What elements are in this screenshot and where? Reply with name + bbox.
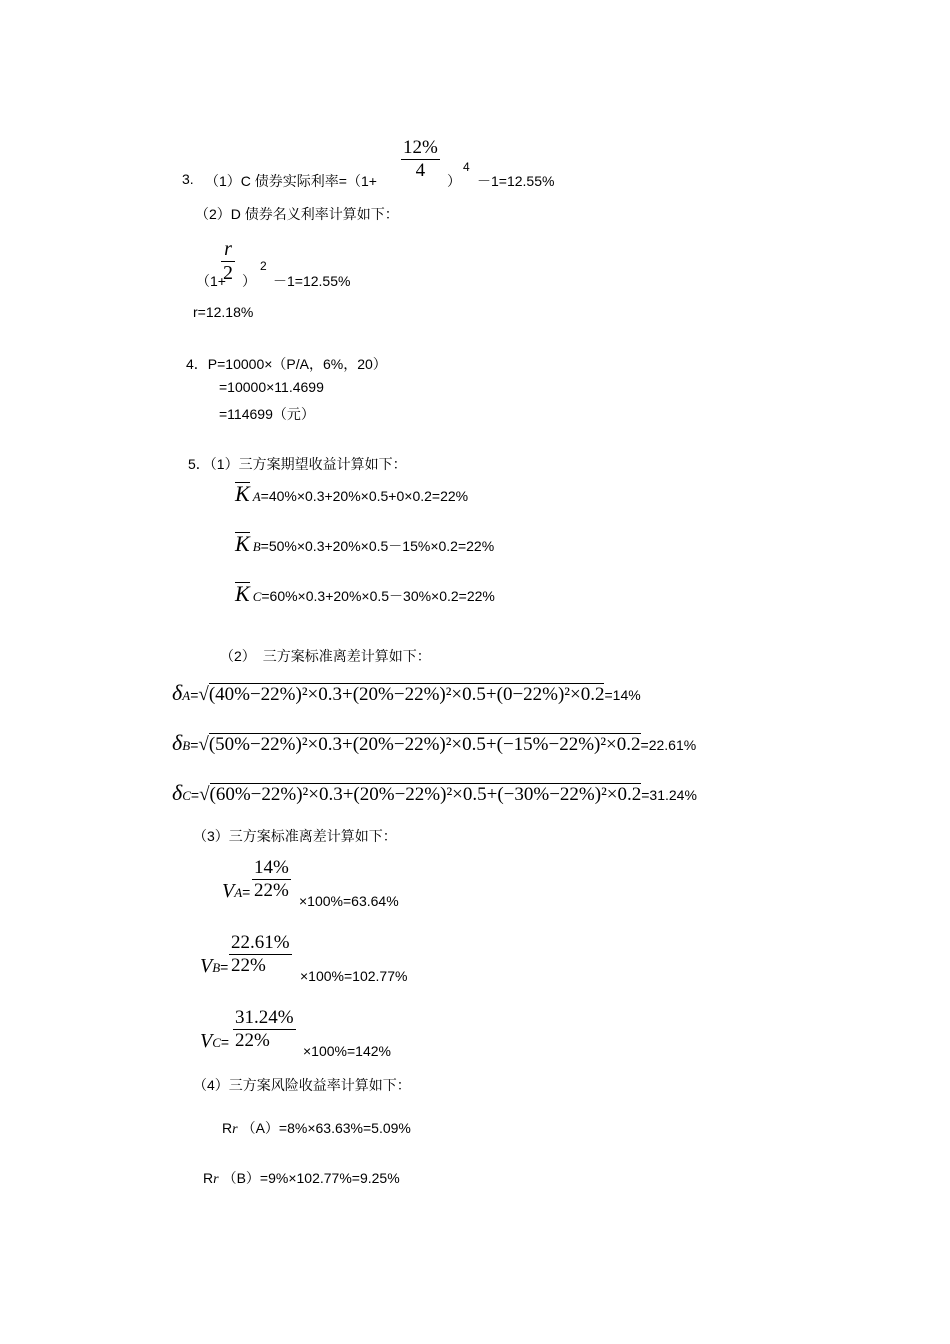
vb-fraction bbox=[229, 932, 292, 977]
vb-symbol-row: VB= bbox=[200, 955, 229, 977]
q3-part1-prefix: （1）C 债券实际利率=（1+ bbox=[205, 173, 377, 189]
q3-eq-exp: 2 bbox=[260, 259, 267, 273]
q3-frac-num: 12% bbox=[403, 137, 438, 158]
dc-result: =31.24% bbox=[641, 787, 697, 803]
q4-line3: =114699（元） bbox=[219, 406, 315, 422]
sqrt-sign: √ bbox=[198, 734, 209, 755]
db-radicand: (50%−22%)²×0.3+(20%−22%)²×0.5+(−15%−22%)²×0.2 bbox=[208, 734, 641, 755]
kc-sub: C bbox=[252, 589, 262, 604]
db-sub: B bbox=[182, 738, 191, 753]
rrb-text: （B）=9%×102.77%=9.25% bbox=[222, 1170, 400, 1186]
q3-close-paren: ） bbox=[447, 173, 461, 189]
kb-expr: =50%×0.3+20%×0.5－15%×0.2=22% bbox=[260, 538, 495, 554]
q3-eq-frac-num: r bbox=[221, 238, 235, 262]
dc-radicand: (60%−22%)²×0.3+(20%−22%)²×0.5+(−30%−22%)²×0.2 bbox=[209, 784, 642, 805]
va-symbol-row: VA= bbox=[222, 880, 251, 902]
rr-a-row bbox=[222, 1118, 411, 1138]
q3-result: r=12.18% bbox=[193, 304, 254, 320]
v-symbol: V bbox=[200, 1030, 213, 1052]
ka-row bbox=[235, 482, 468, 506]
delta-a-row bbox=[172, 680, 641, 706]
q5-title: 5．（1）三方案期望收益计算如下： bbox=[188, 456, 407, 472]
va-sub: A bbox=[234, 885, 243, 900]
vb-sub: B bbox=[212, 960, 221, 975]
vc-sub: C bbox=[212, 1035, 221, 1050]
va-den: 22% bbox=[254, 880, 289, 901]
kb-row bbox=[235, 532, 494, 556]
vc-symbol-row: VC= bbox=[200, 1030, 230, 1052]
k-bar-symbol: K bbox=[235, 581, 250, 606]
q3-fraction bbox=[401, 137, 440, 182]
kb-sub: B bbox=[252, 539, 261, 554]
kc-row bbox=[235, 582, 495, 606]
vc-suffix: ×100%=142% bbox=[303, 1043, 391, 1059]
v-symbol: V bbox=[222, 880, 235, 902]
q3-frac-den: 4 bbox=[415, 160, 426, 181]
vb-suffix: ×100%=102.77% bbox=[300, 968, 408, 984]
delta-symbol: δ bbox=[172, 780, 183, 805]
q3-part2-title: （2）D 债券名义利率计算如下： bbox=[195, 206, 399, 222]
da-radicand: (40%−22%)²×0.3+(20%−22%)²×0.5+(0−22%)²×0.2 bbox=[208, 684, 605, 705]
da-eq: = bbox=[190, 687, 199, 703]
delta-b-row bbox=[172, 730, 696, 756]
q5-part2-title: （2） 三方案标准离差计算如下： bbox=[220, 648, 431, 664]
q3-eq-frac-den: 2 bbox=[223, 262, 233, 284]
rra-text: （A）=8%×63.63%=5.09% bbox=[241, 1120, 411, 1136]
v-symbol: V bbox=[200, 955, 213, 977]
rr-r: r bbox=[232, 1122, 238, 1137]
q5-part4-title: （4）三方案风险收益率计算如下： bbox=[193, 1077, 411, 1093]
kc-expr: =60%×0.3+20%×0.5－30%×0.2=22% bbox=[261, 588, 495, 604]
db-eq: = bbox=[190, 737, 199, 753]
dc-sub: C bbox=[182, 788, 191, 803]
rr-prefix: R bbox=[203, 1170, 214, 1186]
delta-symbol: δ bbox=[172, 730, 183, 755]
delta-symbol: δ bbox=[172, 680, 183, 705]
vc-den: 22% bbox=[235, 1030, 270, 1051]
q3-eq-suffix: －1=12.55% bbox=[273, 273, 351, 289]
q3-number: 3. bbox=[182, 171, 194, 187]
rr-r: r bbox=[213, 1172, 219, 1187]
dc-eq: = bbox=[190, 787, 200, 803]
vc-fraction bbox=[233, 1007, 296, 1052]
vb-den: 22% bbox=[231, 955, 266, 976]
q4-line1: 4．P=10000×（P/A，6%，20） bbox=[186, 356, 387, 372]
sqrt-sign: √ bbox=[199, 784, 210, 805]
q3-eq-fraction bbox=[221, 238, 235, 285]
q5-part3-title: （3）三方案标准离差计算如下： bbox=[193, 828, 397, 844]
rr-prefix: R bbox=[222, 1120, 233, 1136]
sqrt-sign: √ bbox=[198, 684, 209, 705]
vc-num: 31.24% bbox=[235, 1007, 294, 1028]
rr-b-row bbox=[203, 1168, 400, 1188]
db-result: =22.61% bbox=[640, 737, 697, 753]
q4-line2: =10000×11.4699 bbox=[219, 379, 324, 395]
va-num: 14% bbox=[254, 857, 289, 878]
q3-eq-prefix: （1+ bbox=[196, 273, 226, 289]
k-bar-symbol: K bbox=[235, 531, 250, 556]
ka-sub: A bbox=[252, 489, 261, 504]
k-bar-symbol: K bbox=[235, 481, 250, 506]
va-fraction bbox=[252, 857, 291, 902]
q3-eq-close: ） bbox=[242, 273, 256, 289]
delta-c-row bbox=[172, 780, 697, 806]
da-result: =14% bbox=[604, 687, 641, 703]
da-sub: A bbox=[182, 688, 191, 703]
vb-num: 22.61% bbox=[231, 932, 290, 953]
va-suffix: ×100%=63.64% bbox=[299, 893, 399, 909]
q3-exponent: 4 bbox=[463, 160, 470, 174]
ka-expr: =40%×0.3+20%×0.5+0×0.2=22% bbox=[260, 488, 469, 504]
q3-part1-suffix: －1=12.55% bbox=[477, 173, 555, 189]
